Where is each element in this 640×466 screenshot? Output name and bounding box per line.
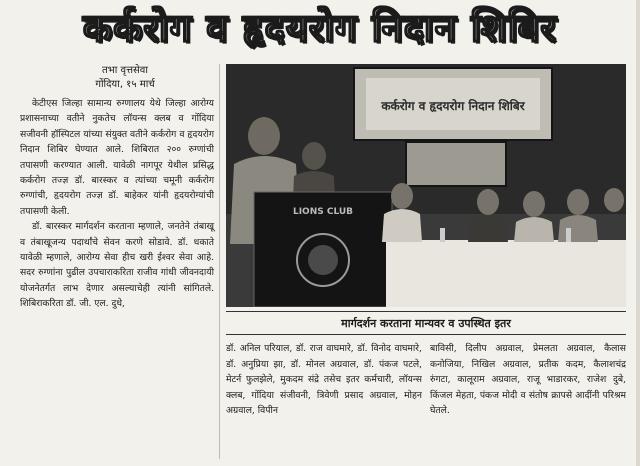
- headline: कर्करोग व हृदयरोग निदान शिबिर: [83, 6, 557, 50]
- head-table: [386, 240, 626, 307]
- article-paragraph: डॉ. बारस्कर मार्गदर्शन करताना म्हणाले, जनतेने तंबाखू व तंबाखूजन्य पदार्थांचे सेवन करणे सोडावे. डॉ. धकाते यावेळी म्हणाले, आरोग्य सेवा हीच खरी ईश्वर सेवा आहे. सदर रुग्णांना पुढील उपचाराकरिता राजीव गांधी जीवनदायी योजनेतर्गत लाभ देणार असल्याचेही त्यांनी सांगितले. शिबिराकरिता डॉ. जी. एल. दुधे,: [20, 221, 214, 310]
- scan-edge: [636, 0, 640, 466]
- article-continuation: [226, 341, 626, 461]
- article-paragraph: केटीएस जिल्हा सामान्य रुग्णालय येथे जिल्हा आरोग्य प्रशासनाच्या वतीने नुकतेच लॉयन्स क्लब व गोंदिया सजीवनी हॉस्पिटल यांच्या संयुक्त वतीने कर्करोग व हृदयरोग निदान शिबिर घेण्यात आले. शिबिरात २०० रुग्णांची तपासणी करण्यात आली. यावेळी नागपूर येथील प्रसिद्ध कर्करोग तज्ज्ञ डॉ. बारस्कर व त्यांच्या चमूनी कर्करोग रुग्णांची, हृदयरोग तज्ज्ञ डॉ. बाहेकर यांनी हृदयरोग्यांची तपासणी केली.: [20, 98, 214, 217]
- banner-text: कर्करोग व हृदयरोग निदान शिबिर: [381, 99, 525, 113]
- photo-illustration: [226, 64, 626, 307]
- continuation-column-1: डॉ. अनिल परियाल, डॉ. राज वाघमारे, डॉ. विनोद वाघमारे, डॉ. अनुप्रिया झा, डॉ. मोनल अग्रवाल, डॉ. पंकज पटले, मेटर्न फुलझेले, मुकदम संद्रे तसेच इतर कर्मचारी, लॉयन्स क्लब, गोंदिया संजीवनी, त्रिवेणी प्रसाद अग्रवाल, मोहन अग्रवाल, विपीन: [226, 343, 422, 417]
- byline: [60, 64, 190, 92]
- speaker-head: [248, 117, 280, 155]
- podium-text: LIONS CLUB: [292, 207, 354, 217]
- continuation-column-2: बाविसी, दिलीप अग्रवाल, प्रेमलता अग्रवाल, कैलास कनोजिया, निखिल अग्रवाल, प्रतीक कदम, कैलाशचंद्र रुंगटा, कालूराम अग्रवाल, राजू भाडारकर, राजेश दुबे, किंजल मेहता, पंकज मोदी व संतोष क्रापसे आदींनी परिश्रम घेतले.: [430, 343, 626, 417]
- dateline: गोंदिया, १५ मार्च: [95, 79, 155, 90]
- photo-caption: मार्गदर्शन करताना मान्यवर व उपस्थित इतर: [226, 311, 626, 335]
- article-body: [20, 96, 214, 312]
- news-agency: तभा वृत्तसेवा: [102, 65, 148, 76]
- event-photo: [226, 64, 626, 307]
- column-divider: [219, 64, 220, 459]
